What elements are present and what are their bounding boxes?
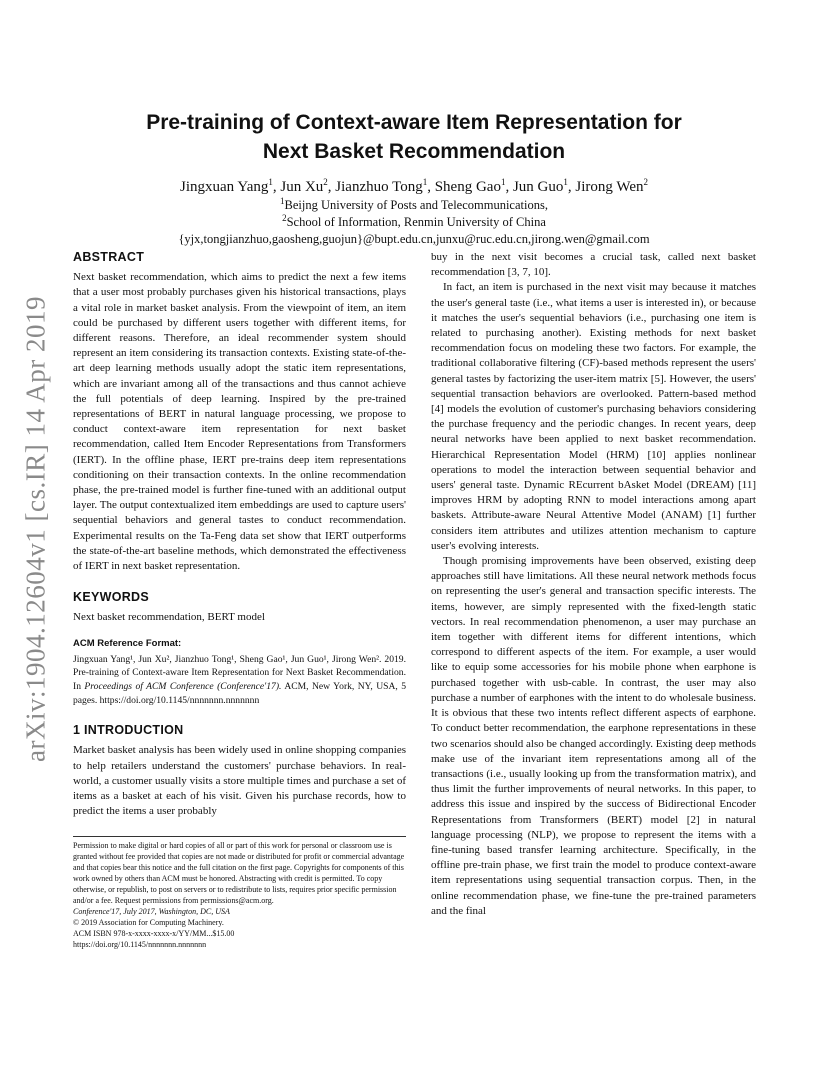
affiliation: $^1$Beijng University of Posts and Telecommunications, xyxy=(280,195,548,212)
arxiv-stamp xyxy=(18,296,54,762)
author: Jun Xu$^2$ xyxy=(280,177,328,195)
affiliation: $^2$School of Information, Renmin University of China xyxy=(282,212,546,229)
author: Sheng Gao$^1$ xyxy=(434,177,506,195)
author: Jirong Wen$^2$ xyxy=(575,177,648,195)
body-paragraph: buy in the next visit becomes a crucial task, called next basket recommendation [3, 7, 10]. xyxy=(431,251,756,279)
introduction-heading: 1 INTRODUCTION xyxy=(73,723,184,738)
abstract-heading: ABSTRACT xyxy=(73,250,145,264)
right-column xyxy=(431,250,756,919)
title-line-1: Pre-training of Context-aware Item Representation for xyxy=(146,111,682,134)
abstract-text: Next basket recommendation, which aims to predict the next a few items that a user most probably purchases given his historical transactions, plays a vital role in market basket analysis. From the viewpoint of item, an item could be purchased by different users together with different items, for different reasons. Therefore, an ideal recommender system should represent an item considering its transaction contexts. Existing state-of-the-art deep learning methods usually adopt the static item representations, which are invariant among all of the transactions and thus cannot achieve the full potentials of deep learning. Inspired by the pre-trained representations of BERT in natural language processing, we propose to conduct context-aware item representation for next basket recommendation, called Item Encoder Representations from Transformers (IERT). In the offline phase, IERT pre-trains deep item representations conditioning on their transaction contexts. In the online recommendation phase, the pre-trained model is further fine-tuned with an additional output layer. The output contextualized item embeddings are used to capture users' sequential behaviors and general tastes to conduct recommendation. Experimental results on the Ta-Feng data set show that IERT outperforms the state-of-the-art baseline methods, which demonstrated the effectiveness of IERT in next basket representation. xyxy=(73,271,406,573)
paper-title xyxy=(70,108,758,166)
copyright-footnote xyxy=(73,836,406,950)
author: Jingxuan Yang$^1$ xyxy=(180,177,273,195)
keywords-text: Next basket recommendation, BERT model xyxy=(73,611,265,624)
body-paragraph: Though promising improvements have been observed, existing deep approaches still have limitations. All these neural network methods focus on representing the user's general and transaction specific interests. The items, however, are simply represented with the fixed-length static vectors. In real recommendation phenomenon, a user may purchase an item together with different items for different intentions, which correspond to different aspects of the item. For example, a user would like to equip some accessories for his mobile phone when earphone is purchased together with usb-cable. In contrast, the user may also purchase a number of earphones with the intent to do wholesale business. It is obvious that these two intents reflect different aspects of earphone. To conduct better recommendation, the earphone representations in these two scenarios should also be changed accordingly. Existing deep methods make use of the invariant item representations among all of the transactions (i.e., usually looking up from the transformation matrix), and thus limit the further improvements of neural networks. In this paper, to address this issue and inspired by the success of Bidirectional Encoder Representations from Transformers (BERT) model [2] in natural language processing (NLP), we propose to represent the items with a fine-tuning based transfer learning architecture. Specifically, in the offline pre-train phase, we first train the model to produce context-aware item representations using sequential transaction corpus. Then, in the online recommendation phase, we fine-tune the pre-trained parameters and the final xyxy=(431,555,756,917)
arxiv-stamp-text: arXiv:1904.12604v1 [cs.IR] 14 Apr 2019 xyxy=(20,296,51,762)
conference-info: Conference'17, July 2017, Washington, DC, USA xyxy=(73,907,230,916)
author: Jun Guo$^1$ xyxy=(512,177,568,195)
author: Jianzhuo Tong$^1$ xyxy=(335,177,428,195)
body-paragraph: In fact, an item is purchased in the next visit may because it matches the user's general taste (i.e., what items a user is interested in), or because it matches the user's sequential behaviors (i.e., purchasing one item is related to purchasing another). Existing methods for next basket recommendation focus on modeling these two factors. For example, the traditional collaborative filtering (CF)-based methods represent the users' general tastes by factorizing the user-item matrix [5]. However, the users' sequential transaction behaviors are overlooked. Pattern-based method [4] models the evolution of customer's purchasing behaviors considering the purchase frequency and the periodic changes. In recent years, deep neural networks have been applied to next basket recommendation. Hierarchical Representation Model (HRM) [10] applies nonlinear operations to model the interaction between sequential behavior and users' general taste. Dynamic REcurrent bAsket Model (DREAM) [11] improves HRM by adopting RNN to model interactions among apart baskets. Attribute-aware Neural Attentive Model (ANAM) [1] further considers item attributes and utilizes attention mechanism to capture user's evolving interests. xyxy=(431,281,756,552)
introduction-paragraph: Market basket analysis has been widely used in online shopping companies to help retailers understand the customers' purchase behaviors. In real-world, a customer usually visits a store multiple times and purchase a set of items as a basket at each of his visit. Given his purchase records, how to predict the items a user probably xyxy=(73,744,406,818)
author-list: Jingxuan Yang$^1$, Jun Xu$^2$, Jianzhuo Tong$^1$, Sheng Gao$^1$, Jun Guo$^1$, Jirong Wen$^2$ xyxy=(180,177,648,195)
permission-notice: Permission to make digital or hard copies of all or part of this work for personal or classroom use is granted without fee provided that copies are not made or distributed for profit or commercial advantage and that copies bear this notice and the full citation on the first page. Copyrights for components of this work owned by others than ACM must be honored. Abstracting with credit is permitted. To copy otherwise, or republish, to post on servers or to redistribute to lists, requires prior specific permission and/or a fee. Request permissions from permissions@acm.org. xyxy=(73,841,405,905)
isbn-line: ACM ISBN 978-x-xxxx-xxxx-x/YY/MM...$15.00 xyxy=(73,929,235,938)
acm-reference-heading: ACM Reference Format: xyxy=(73,637,182,649)
left-column xyxy=(73,250,406,819)
keywords-heading: KEYWORDS xyxy=(73,590,150,605)
copyright-line: © 2019 Association for Computing Machinery. xyxy=(73,918,224,927)
author-emails: {yjx,tongjianzhuo,gaosheng,guojun}@bupt.edu.cn,junxu@ruc.edu.cn,jirong.wen@gmail.com xyxy=(178,232,650,246)
title-line-2: Next Basket Recommendation xyxy=(262,140,566,163)
acm-reference xyxy=(73,636,406,708)
doi-line: https://doi.org/10.1145/nnnnnnn.nnnnnnn xyxy=(73,940,207,949)
title-block xyxy=(70,108,758,248)
acm-reference-text: Jingxuan Yang¹, Jun Xu², Jianzhuo Tong¹, Sheng Gao¹, Jun Guo¹, Jirong Wen². 2019. Pre-training of Context-aware Item Representation for Next Basket Recommendation. In Proceedings of ACM Conference (Conference'17). ACM, New York, NY, USA, 5 pages. https://doi.org/10.1145/nnnnnnn.nnnnnnn xyxy=(73,653,407,706)
